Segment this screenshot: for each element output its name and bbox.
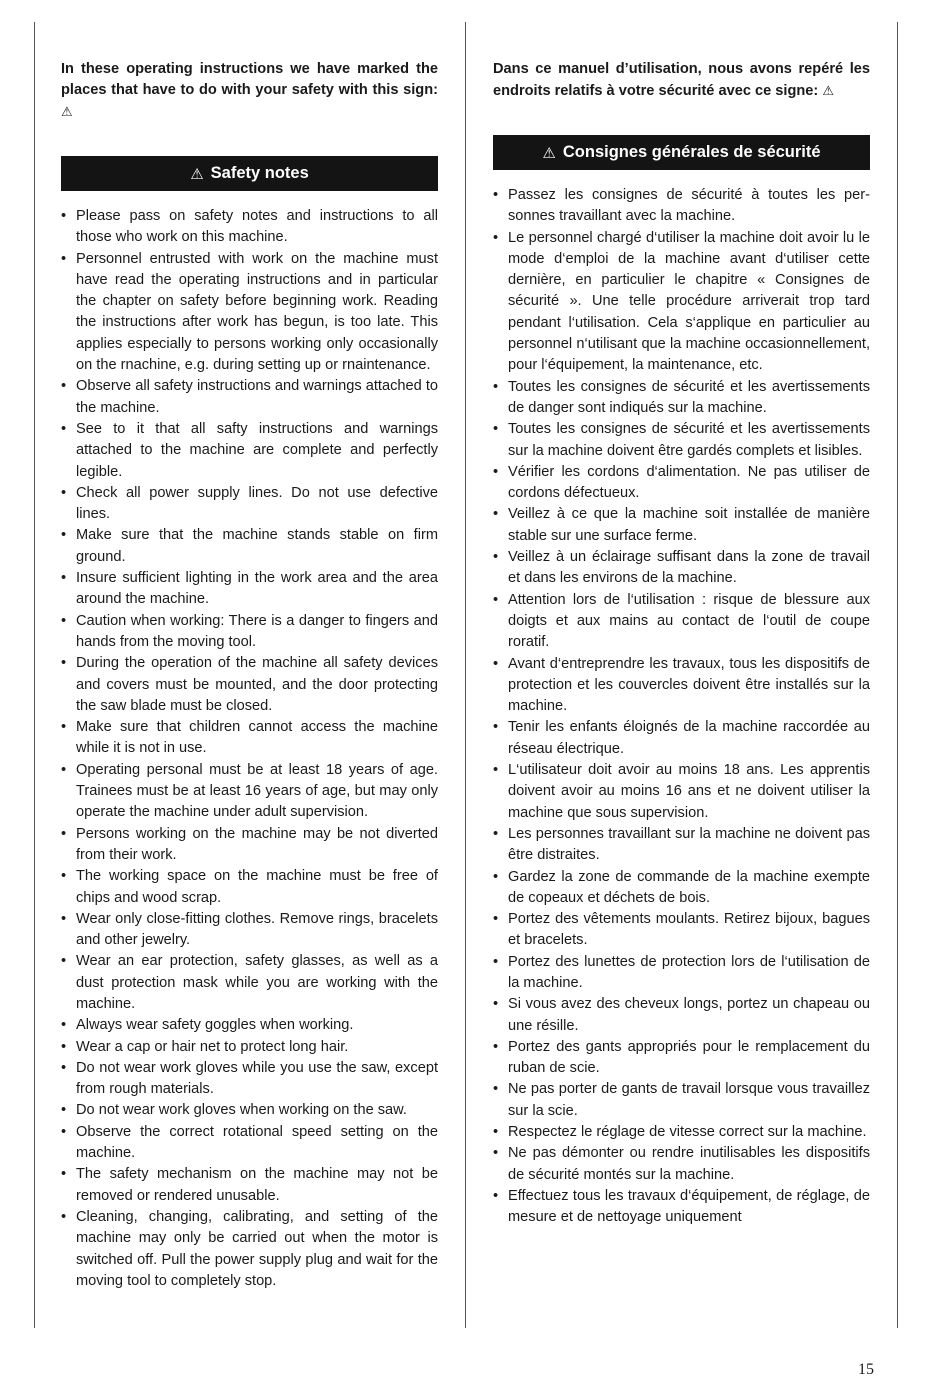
- list-item: • Do not wear work gloves when working on the saw.: [61, 1100, 438, 1121]
- list-item: • The safety mechanism on the machine may not be removed or rendered unusable.: [61, 1164, 438, 1207]
- list-item: • The working space on the machine must be free of chips and wood scrap.: [61, 866, 438, 909]
- list-item: • During the operation of the machine all safety devices and covers must be mounted, and the door protecting the saw blade must be closed.: [61, 653, 438, 717]
- english-column: [61, 59, 438, 1292]
- warning-icon: ⚠: [822, 83, 834, 98]
- list-item: • Gardez la zone de commande de la machine exempte de copeaux et déchets de bois.: [493, 867, 870, 910]
- list-item: • Wear a cap or hair net to protect long hair.: [61, 1037, 438, 1058]
- french-intro: Dans ce manuel d’utilisation, nous avons repéré les endroits relatifs à votre sécurité avec ce signe: ⚠: [493, 61, 870, 99]
- list-item: • Observe all safety instructions and warnings attached to the machine.: [61, 376, 438, 419]
- list-item: • Toutes les consignes de sécurité et les avertissements de danger sont indiqués sur la machine.: [493, 377, 870, 420]
- list-item: • Le personnel chargé d‘utiliser la machine doit avoir lu le mode d‘emploi de la machine avant d‘utiliser cette dernière, en particulier le chapitre « Consignes de sécurité ». Une telle procédure arriverait trop tard pendant l‘utilisation. Cela s‘applique en particulier au personnel n‘utilisant que la machine occasionnellement, pour l‘équipement, la maintenance, etc.: [493, 228, 870, 377]
- list-item: • Portez des gants appropriés pour le remplacement du ruban de scie.: [493, 1037, 870, 1080]
- list-item: • Check all power supply lines. Do not use defective lines.: [61, 483, 438, 526]
- list-item: • L‘utilisateur doit avoir au moins 18 ans. Les apprentis doivent avoir au moins 16 ans et ne doivent utiliser la machine que sous supervision.: [493, 760, 870, 824]
- english-safety-list: [61, 206, 438, 1292]
- list-item: • Operating personal must be at least 18 years of age. Trainees must be at least 16 years of age, but may only operate the machine under adult supervision.: [61, 760, 438, 824]
- list-item: • Ne pas porter de gants de travail lorsque vous travaillez sur la scie.: [493, 1079, 870, 1122]
- list-item: • Persons working on the machine may be not diverted from their work.: [61, 824, 438, 867]
- list-item: • Do not wear work gloves while you use the saw, except from rough materials.: [61, 1058, 438, 1101]
- list-item: • Cleaning, changing, calibrating, and setting of the machine may only be carried out when the motor is switched off. Pull the power supply plug and wait for the moving tool to completely stop.: [61, 1207, 438, 1292]
- list-item: • Les personnes travaillant sur la machine ne doivent pas être distraites.: [493, 824, 870, 867]
- list-item: • Respectez le réglage de vitesse correct sur la machine.: [493, 1122, 870, 1143]
- right-margin-rule: [897, 22, 898, 1328]
- list-item: • Si vous avez des cheveux longs, portez un chapeau ou une résille.: [493, 994, 870, 1037]
- english-section-header: [61, 156, 438, 191]
- english-section-title: Safety notes: [210, 164, 309, 182]
- list-item: • Personnel entrusted with work on the machine must have read the operating instructions and in particular the chapter on safety before beginning work. Reading the instructions after work has begun, is too late. This applies especially to persons working only occasionally on the rnachine, e.g. during setting up or rnaintenance.: [61, 249, 438, 377]
- center-column-rule: [465, 22, 466, 1328]
- list-item: • Insure sufficient lighting in the work area and the area around the machine.: [61, 568, 438, 611]
- list-item: • Make sure that the machine stands stable on firm ground.: [61, 525, 438, 568]
- list-item: • Tenir les enfants éloignés de la machine raccordée au réseau électrique.: [493, 717, 870, 760]
- list-item: • Toutes les consignes de sécurité et les avertissements sur la machine doivent être gardés complets et lisibles.: [493, 419, 870, 462]
- list-item: • Make sure that children cannot access the machine while it is not in use.: [61, 717, 438, 760]
- french-column: [493, 59, 870, 1229]
- list-item: • See to it that all safty instructions and warnings attached to the machine are complete and perfectly legible.: [61, 419, 438, 483]
- left-margin-rule: [34, 22, 35, 1328]
- list-item: • Avant d‘entreprendre les travaux, tous les dispositifs de protection et les couvercles doivent être installés sur la machine.: [493, 654, 870, 718]
- french-safety-list: [493, 185, 870, 1229]
- list-item: • Attention lors de l‘utilisation : risque de blessure aux doigts et aux mains au contact de l‘outil de coupe roratif.: [493, 590, 870, 654]
- list-item: • Veillez à un éclairage suffisant dans la zone de travail et dans les environs de la machine.: [493, 547, 870, 590]
- list-item: • Portez des lunettes de protection lors de l‘utilisation de la machine.: [493, 952, 870, 995]
- list-item: • Wear an ear protection, safety glasses, as well as a dust protection mask while you are working with the machine.: [61, 951, 438, 1015]
- list-item: • Ne pas démonter ou rendre inutilisables les dispositifs de sécurité montés sur la machine.: [493, 1143, 870, 1186]
- list-item: • Always wear safety goggles when working.: [61, 1015, 438, 1036]
- warning-icon: ⚠: [61, 104, 73, 119]
- list-item: • Caution when working: There is a danger to fingers and hands from the moving tool.: [61, 611, 438, 654]
- list-item: • Portez des vêtements moulants. Retirez bijoux, bagues et bracelets.: [493, 909, 870, 952]
- list-item: • Please pass on safety notes and instructions to all those who work on this machine.: [61, 206, 438, 249]
- list-item: • Passez les consignes de sécurité à toutes les personnes travaillant avec la machine.: [493, 185, 870, 228]
- warning-icon: ⚠: [190, 165, 204, 183]
- list-item: • Wear only close-fitting clothes. Remove rings, bracelets and other jewelry.: [61, 909, 438, 952]
- list-item: • Veillez à ce que la machine soit installée de manière stable sur une surface ferme.: [493, 504, 870, 547]
- page-number: 15: [858, 1361, 874, 1378]
- english-intro: In these operating instructions we have marked the places that have to do with your safety with this sign: ⚠: [61, 61, 438, 119]
- list-item: • Effectuez tous les travaux d‘équipement, de réglage, de mesure et de nettoyage uniquement: [493, 1186, 870, 1229]
- warning-icon: ⚠: [542, 144, 556, 162]
- french-section-title: Consignes générales de sécurité: [562, 143, 821, 161]
- french-section-header: [493, 135, 870, 170]
- list-item: • Observe the correct rotational speed setting on the machine.: [61, 1122, 438, 1165]
- list-item: • Vérifier les cordons d‘alimentation. Ne pas utiliser de cordons défectueux.: [493, 462, 870, 505]
